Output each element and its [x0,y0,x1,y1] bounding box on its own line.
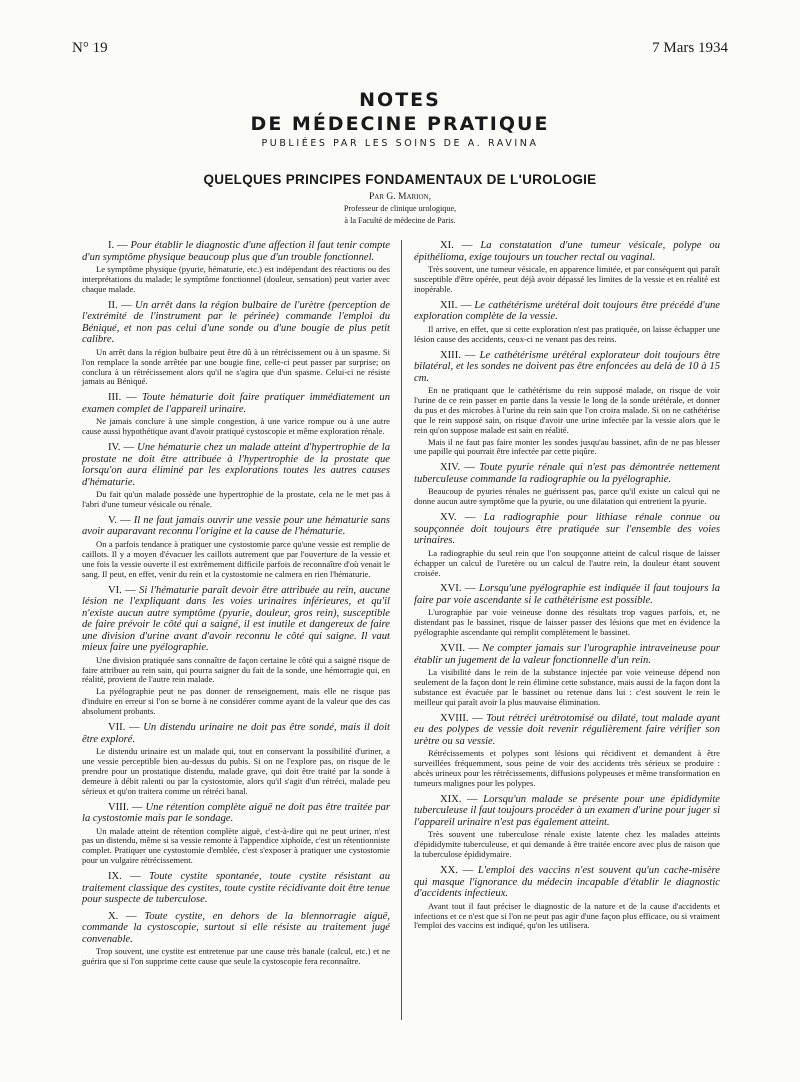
issue-number: N° 19 [72,40,108,56]
principle-explanation: Trop souvent, une cystite est entretenue par une cause très banale (calcul, etc.) et ne guérira que si l'on supprime cette cause que seule la cystoscopie fera reconnaître. [82,946,390,967]
article-byline: Par G. Marion, [369,192,431,202]
principle-heading [414,350,720,385]
principle-heading [414,240,720,263]
principle-explanation: Une division pratiquée sans connaître de façon certaine le côté qui a saigné risque de faire attribuer au rein sain, qui pourra saigner du fait de la sonde, une hémorragie qui, en réalité, provient de l'autre rein malade. [82,654,390,685]
principle-title: Une hématurie chez un malade atteint d'hypertrophie de la prostate ne doit être attribuée à l'hypertrophie de la prostate que lorsqu'on aura éliminé par les explorations toutes les autres causes d'hématurie. [82,442,390,488]
principle-heading [82,911,390,946]
principle-heading [82,300,390,346]
principle-section [82,392,390,437]
principle-section [414,300,720,345]
principle-section [82,515,390,580]
principle-section [82,722,390,797]
principle-explanation: Le distendu urinaire est un malade qui, tout en conservant la possibilité d'uriner, a une vessie perceptible bien au-dessus du pubis. Si on ne l'explore pas, on risque de le prendre pour un prostatique distendu, malade grave, qui doit être traité par la sonde à demeure à débit ralenti ou par la cystostomie, alors qu'il s'agit d'un rétréci, malade peu sérieux et qu'on traitera comme un rétréci banal. [82,746,390,796]
principle-explanation: On a parfois tendance à pratiquer une cystostomie parce qu'une vessie est remplie de caillots. Il y a moyen d'évacuer les caillots autrement que par l'ouverture de la vessie et une fois la vessie ouverte il est extrêmement difficile parfois de reconnaître d'où venait le sang. Il peut, en effet, venir du rein et la cystostomie ne calmera en rien l'hématurie. [82,538,390,579]
principle-heading [82,871,390,906]
page-header [72,40,728,60]
principle-heading [414,865,720,900]
principle-title: L'emploi des vaccins n'est souvent qu'un cache-misère qui masque l'ignorance du médecin incapable d'établir le diagnostic d'accidents infectieux. [414,865,720,900]
principle-section [414,240,720,295]
article-affiliation-1: Professeur de clinique urologique, [343,204,457,213]
principle-explanation: Rétrécissements et polypes sont lésions qui récidivent et demandent à être surveillées fréquemment, sous peine de voir des accidents très sérieux se produire : abcès urineux pour les rétrécissements, diffusions polypeuses et même transformation en tumeurs malignes pour les polypes. [414,748,720,788]
principle-number: XIX. — [440,793,478,805]
masthead-line2: DE MÉDECINE PRATIQUE [250,113,550,135]
principle-heading [414,583,720,606]
principle-number: IV. — [108,442,135,454]
principle-section [414,350,720,458]
principle-explanation: Du fait qu'un malade possède une hypertrophie de la prostate, cela ne le met pas à l'abri d'une tumeur vésicale ou rénale. [82,489,390,510]
principle-title: Le cathétérisme urétéral explorateur doit toujours être bilatéral, et les sondes ne doivent pas être enfoncées au delà de 10 à 15 cm. [414,349,721,384]
principle-section [414,583,720,638]
article-affiliation-2: à la Faculté de médecine de Paris. [344,216,456,225]
issue-date: 7 Mars 1934 [652,40,728,56]
right-column [414,240,720,936]
principle-title: Lorsqu'un malade se présente pour une épididymite tuberculeuse il faut toujours procéder à un examen d'urine pour juger si l'appareil urinaire n'est pas également atteint. [414,793,721,828]
principle-heading [82,442,390,488]
article-header [0,172,800,226]
principle-explanation: Il arrive, en effet, que si cette exploration n'est pas pratiquée, on laisse échapper une lésion cause des accidents, ceux-ci ne venant pas des reins. [414,323,720,344]
article-title: QUELQUES PRINCIPES FONDAMENTAUX DE L'UROLOGIE [203,172,597,187]
principle-section [414,713,720,789]
principle-explanation: Très souvent, une tumeur vésicale, en apparence limitée, et par conséquent qui paraît susceptible d'être opérée, peut déjà avoir dépassé les limites de la vessie et en réalité est inopérable. [414,264,720,294]
principle-section [82,871,390,906]
principle-explanation: En ne pratiquant que le cathétérisme du rein supposé malade, on risque de voir l'urine de ce rein passer en partie dans la vessie le long de la sonde urétérale, et donner du pus et des microbes à l'urine du rein sain que l'on croira malade. Si on ne cathétérise que le rein supposé sain, on risque d'avoir une urine infectée par la vessie alors que le rein qu'on suppose malade est sain en réalité. [414,385,720,435]
principle-heading [414,462,720,485]
principle-number: IX. — [108,871,141,883]
principle-section [414,643,720,708]
principle-number: XI. — [440,240,473,251]
principle-explanation: Très souvent une tuberculose rénale existe latente chez les malades atteints d'épididymite tuberculeuse, et qui demande à être traitée encore avec plus de raison que la tuberculose épididymaire. [414,829,720,860]
principle-explanation: Ne jamais conclure à une simple congestion, à une varice rompue ou à une autre cause aussi hypothétique avant d'avoir pratiqué cystoscopie et même exploration rénale. [82,416,390,437]
principle-section [414,512,720,578]
principle-number: XIII. — [440,349,476,361]
principle-number: X. — [108,910,137,922]
principle-title: Toute cystite, en dehors de la blennorragie aiguë, commande la cystoscopie, surtout si elle résiste au traitement jugé convenable. [82,910,391,945]
principle-number: VI. — [108,584,136,596]
principle-title: Il ne faut jamais ouvrir une vessie pour une hématurie sans avoir auparavant reconnu l'origine et la cause de l'hématurie. [82,514,390,538]
principle-title: Toute cystite spontanée, toute cystite résistant au traitement classique des cystites, toute cystite récidivante doit être tenue pour suspecte de tuberculose. [82,871,390,906]
principle-number: II. — [108,299,132,311]
principle-title: Un distendu urinaire ne doit pas être sondé, mais il doit être exploré. [82,722,390,745]
principle-number: V. — [108,514,131,526]
principle-explanation: La pyélographie peut ne pas donner de renseignement, mais elle ne risque pas d'induire en erreur si l'on se borne à ne considérer comme ayant de la valeur que des cas absolument probants. [82,686,390,717]
principle-section [414,794,720,860]
principle-number: XVII. — [440,643,479,655]
left-column [82,240,390,972]
principle-heading [414,512,720,547]
principle-explanation: Avant tout il faut préciser le diagnostic de la nature et de la cause d'accidents et infections et ce n'est que si l'on ne peut pas agir d'une façon plus efficace, ou si vraiment l'emploi des vaccins est indiqué, qu'on les utilisera. [414,900,720,931]
principle-number: XVI. — [440,583,476,595]
principle-section [82,911,390,967]
principle-title: Toute pyurie rénale qui n'est pas démontrée nettement tuberculeuse commande la radiographie ou la pyélographie. [414,462,720,485]
principle-explanation: Mais il ne faut pas faire monter les sondes jusqu'au bassinet, afin de ne pas blesser une papille qui pourrait être infectée par cette piqûre. [414,436,720,457]
principle-heading [414,643,720,666]
principle-section [82,802,390,867]
principle-number: VII. — [108,722,140,734]
principle-section [82,442,390,510]
principle-heading [82,392,390,415]
principle-explanation: Un arrêt dans la région bulbaire peut être dû à un rétrécissement ou à un spasme. Si l'on remplace la sonde arrêtée par une bougie fine, celle-ci peut passer par surprise; on conclura à un rétrécissement alors qu'il ne s'agira que d'un spasme. Celui-ci ne résiste jamais au Béniqué. [82,346,390,387]
principle-number: VIII. — [108,801,143,813]
principle-title: Ne compter jamais sur l'urographie intraveineuse pour établir un jugement de la valeur fonctionnelle d'un rein. [414,643,720,666]
principle-heading [82,585,390,654]
principle-number: XX. — [440,865,474,877]
principle-heading [82,240,390,263]
principle-section [414,462,720,507]
principle-section [82,240,390,295]
principle-explanation: L'urographie par voie veineuse donne des résultats trop vagues parfois, et, ne distendant pas le bassinet, risque de laisser passer des lésions que met en évidence la pyélographie ascendante qui remplit complètement le bassinet. [414,607,720,638]
masthead [0,88,800,149]
column-divider [401,240,402,1020]
principle-explanation: Beaucoup de pyuries rénales ne guérissent pas, parce qu'il existe un calcul qui ne donne aucun autre symptôme que la pyurie, ou une dilatation qui entretient la pyurie. [414,486,720,507]
masthead-line1: NOTES [359,89,441,111]
principle-title: Lorsqu'une pyélographie est indiquée il faut toujours la faire par voie ascendante si le cathétérisme est possible. [414,583,720,606]
principle-number: III. — [108,392,137,404]
principle-heading [82,515,390,538]
principle-title: Pour établir le diagnostic d'une affection il faut tenir compte d'un symptôme physique beaucoup plus que d'un trouble fonctionnel. [82,240,390,263]
principle-heading [414,794,720,829]
principle-title: La radiographie pour lithiase rénale connue ou soupçonnée doit toujours être pratiquée sur l'ensemble des voies urinaires. [414,512,720,547]
principle-explanation: La visibilité dans le rein de la substance injectée par voie veineuse dépend non seulement de la façon dont le rein élimine cette substance, mais aussi de la façon dont la substance est évacuée par le bassinet ou retenue dans lui : c'est souvent le rein le meilleur qui paraît avoir la plus mauvaise élimination. [414,667,720,707]
principle-heading [82,722,390,745]
principle-section [414,865,720,931]
principle-explanation: La radiographie du seul rein que l'on soupçonne atteint de calcul risque de laisser échapper un calcul de l'uretère ou un calcul de l'autre rein, la douleur étant souvent croisée. [414,547,720,578]
principle-section [82,300,390,388]
principle-title: Un arrêt dans la région bulbaire de l'urètre (perception de l'extrémité de l'instrument par le périnée) commande l'emploi du Béniqué, et non pas celui d'une sonde ou d'une bougie de plus petit calibre. [82,299,391,346]
masthead-line3: PUBLIÉES PAR LES SOINS DE A. RAVINA [261,138,539,149]
principle-explanation: Un malade atteint de rétention complète aiguë, c'est-à-dire qui ne peut uriner, n'est pas un distendu, même si sa vessie remonte à l'appendice xiphoïde, c'est un rétentionniste complet. Pratiquer une cystostomie d'emblée, c'est s'exposer à pratiquer une cystostomie pour un vulgaire rétrécissement. [82,825,390,866]
principle-title: Le cathétérisme urétéral doit toujours être précédé d'une exploration complète de la vessie. [414,299,720,323]
principle-heading [414,713,720,748]
principle-explanation: Le symptôme physique (pyurie, hématurie, etc.) est indépendant des réactions ou des interprétations du malade; le symptôme fonctionnel (douleur, sensation) peut varier avec chaque malade. [82,264,390,294]
principle-section [82,585,390,717]
principle-title: Si l'hématurie paraît devoir être attribuée au rein, aucune lésion ne l'expliquant dans les voies urinaires inférieures, et qu'il n'existe aucun autre symptôme (pyurie, douleur, gros rein), susceptible de faire prévoir le côté qui a saigné, il est inutile et dangereux de faire une division d'urine avant d'avoir reconnu le côté qui saigne. Il vaut mieux faire une pyélographie. [82,584,390,654]
principle-title: Tout rétréci urétrotomisé ou dilaté, tout malade ayant eu des polypes de vessie doit revenir régulièrement faire vérifier son urètre ou sa vessie. [414,712,720,747]
principle-number: XV. — [440,512,476,524]
principle-number: XII. — [440,299,472,311]
principle-number: I. — [108,240,128,251]
principle-number: XVIII. — [440,712,483,724]
principle-title: Toute hématurie doit faire pratiquer immédiatement un examen complet de l'appareil urinaire. [82,392,390,415]
principle-heading [414,300,720,323]
principle-title: La constatation d'une tumeur vésicale, polype ou épithélioma, exige toujours un toucher rectal ou vaginal. [414,240,720,263]
principle-heading [82,802,390,825]
principle-number: XIV. — [440,462,475,474]
principle-title: Une rétention complète aiguë ne doit pas être traitée par la cystostomie mais par le sondage. [82,801,391,825]
